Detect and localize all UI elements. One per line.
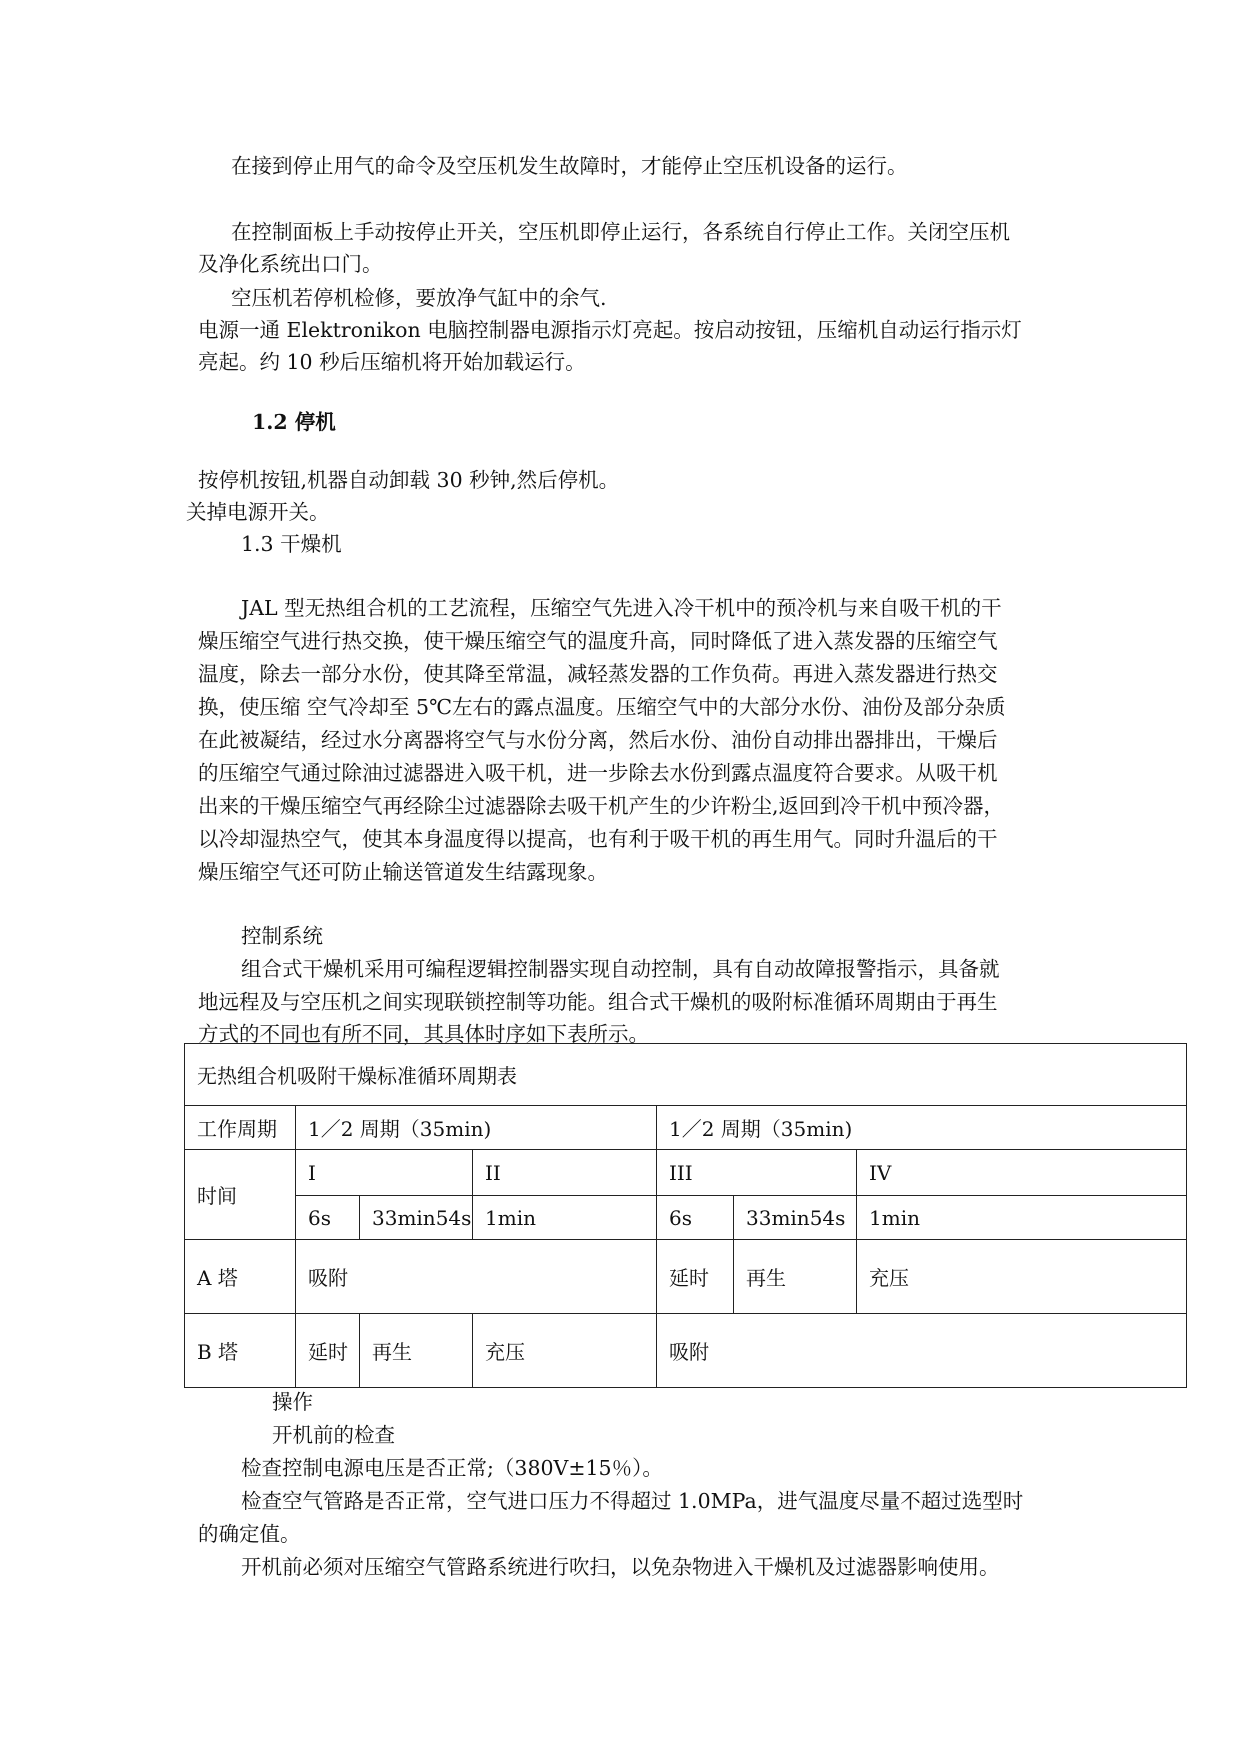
table-cell: 充压 xyxy=(857,1240,1187,1314)
paragraph-line: 以冷却湿热空气，使其本身温度得以提高，也有利于吸干机的再生用气。同时升温后的干 xyxy=(198,827,998,851)
table-cell: 33min54s xyxy=(734,1196,857,1240)
table-cell: 6s xyxy=(296,1196,360,1240)
paragraph-line: 电源一通 Elektronikon 电脑控制器电源指示灯亮起。按启动按钮，压缩机自动运行指示灯 xyxy=(198,318,1022,342)
table-title: 无热组合机吸附干燥标准循环周期表 xyxy=(185,1044,1187,1106)
table-cell: 1min xyxy=(473,1196,657,1240)
table-title-row xyxy=(185,1044,1187,1106)
section-heading: 操作 xyxy=(272,1390,313,1414)
paragraph-line: 的压缩空气通过除油过滤器进入吸干机，进一步除去水份到露点温度符合要求。从吸干机 xyxy=(198,761,998,785)
table-row xyxy=(185,1150,1187,1196)
table-cell: 33min54s xyxy=(360,1196,473,1240)
paragraph-line: 的确定值。 xyxy=(198,1522,301,1546)
cycle-table xyxy=(184,1043,1187,1388)
paragraph-line: 关掉电源开关。 xyxy=(186,500,330,524)
paragraph-line: 方式的不同也有所不同，其具体时序如下表所示。 xyxy=(198,1022,649,1046)
paragraph-line: 换，使压缩 空气冷却至 5℃左右的露点温度。压缩空气中的大部分水份、油份及部分杂质 xyxy=(198,695,1006,719)
section-heading: 1.2 停机 xyxy=(252,410,336,434)
paragraph-line: 亮起。约 10 秒后压缩机将开始加载运行。 xyxy=(198,350,586,374)
paragraph-line: 在控制面板上手动按停止开关，空压机即停止运行，各系统自行停止工作。关闭空压机 xyxy=(231,220,1010,244)
table-cell: 6s xyxy=(657,1196,734,1240)
paragraph-line: JAL 型无热组合机的工艺流程，压缩空气先进入冷干机中的预冷机与来自吸干机的干 xyxy=(241,596,1002,620)
table-row xyxy=(185,1196,1187,1240)
paragraph-line: 及净化系统出口门。 xyxy=(198,252,383,276)
table-cell: II xyxy=(473,1150,657,1196)
table-cell: 充压 xyxy=(473,1314,657,1388)
table-cell: A 塔 xyxy=(185,1240,296,1314)
paragraph-line: 组合式干燥机采用可编程逻辑控制器实现自动控制，具有自动故障报警指示，具备就 xyxy=(241,957,1000,981)
paragraph-line: 出来的干燥压缩空气再经除尘过滤器除去吸干机产生的少许粉尘,返回到冷干机中预冷器， xyxy=(198,794,1005,818)
table-cell: 1min xyxy=(857,1196,1187,1240)
table-cell: I xyxy=(296,1150,473,1196)
section-heading: 开机前的检查 xyxy=(272,1423,395,1447)
table-cell: IV xyxy=(857,1150,1187,1196)
table-row xyxy=(185,1314,1187,1388)
paragraph-line: 按停机按钮,机器自动卸载 30 秒钟,然后停机。 xyxy=(198,468,620,492)
section-heading: 控制系统 xyxy=(241,924,323,948)
paragraph-line: 燥压缩空气还可防止输送管道发生结露现象。 xyxy=(198,860,608,884)
paragraph-line: 检查空气管路是否正常，空气进口压力不得超过 1.0MPa，进气温度尽量不超过选型时 xyxy=(241,1489,1024,1513)
table-cell: 延时 xyxy=(657,1240,734,1314)
paragraph-line: 温度，除去一部分水份，使其降至常温，减轻蒸发器的工作负荷。再进入蒸发器进行热交 xyxy=(198,662,998,686)
table-cell: 1／2 周期（35min) xyxy=(657,1106,1187,1150)
paragraph-line: 空压机若停机检修，要放净气缸中的余气. xyxy=(231,286,607,310)
paragraph-line: 在此被凝结，经过水分离器将空气与水份分离，然后水份、油份自动排出器排出，干燥后 xyxy=(198,728,998,752)
paragraph-line: 开机前必须对压缩空气管路系统进行吹扫，以免杂物进入干燥机及过滤器影响使用。 xyxy=(241,1555,1000,1579)
table-cell: 再生 xyxy=(734,1240,857,1314)
paragraph-line: 检查控制电源电压是否正常;（380V±15％）。 xyxy=(241,1456,663,1480)
table-cell: B 塔 xyxy=(185,1314,296,1388)
section-heading: 1.3 干燥机 xyxy=(241,532,342,556)
table-cell: 延时 xyxy=(296,1314,360,1388)
table-cell: 工作周期 xyxy=(185,1106,296,1150)
table-cell: 再生 xyxy=(360,1314,473,1388)
table-row xyxy=(185,1240,1187,1314)
paragraph-line: 地远程及与空压机之间实现联锁控制等功能。组合式干燥机的吸附标准循环周期由于再生 xyxy=(198,990,998,1014)
table-cell: 吸附 xyxy=(296,1240,657,1314)
paragraph-line: 在接到停止用气的命令及空压机发生故障时，才能停止空压机设备的运行。 xyxy=(231,154,908,178)
table-row xyxy=(185,1106,1187,1150)
table-cell: 时间 xyxy=(185,1150,296,1240)
table-cell: 1／2 周期（35min) xyxy=(296,1106,657,1150)
table-cell: III xyxy=(657,1150,857,1196)
paragraph-line: 燥压缩空气进行热交换，使干燥压缩空气的温度升高，同时降低了进入蒸发器的压缩空气 xyxy=(198,629,998,653)
table-cell: 吸附 xyxy=(657,1314,1187,1388)
